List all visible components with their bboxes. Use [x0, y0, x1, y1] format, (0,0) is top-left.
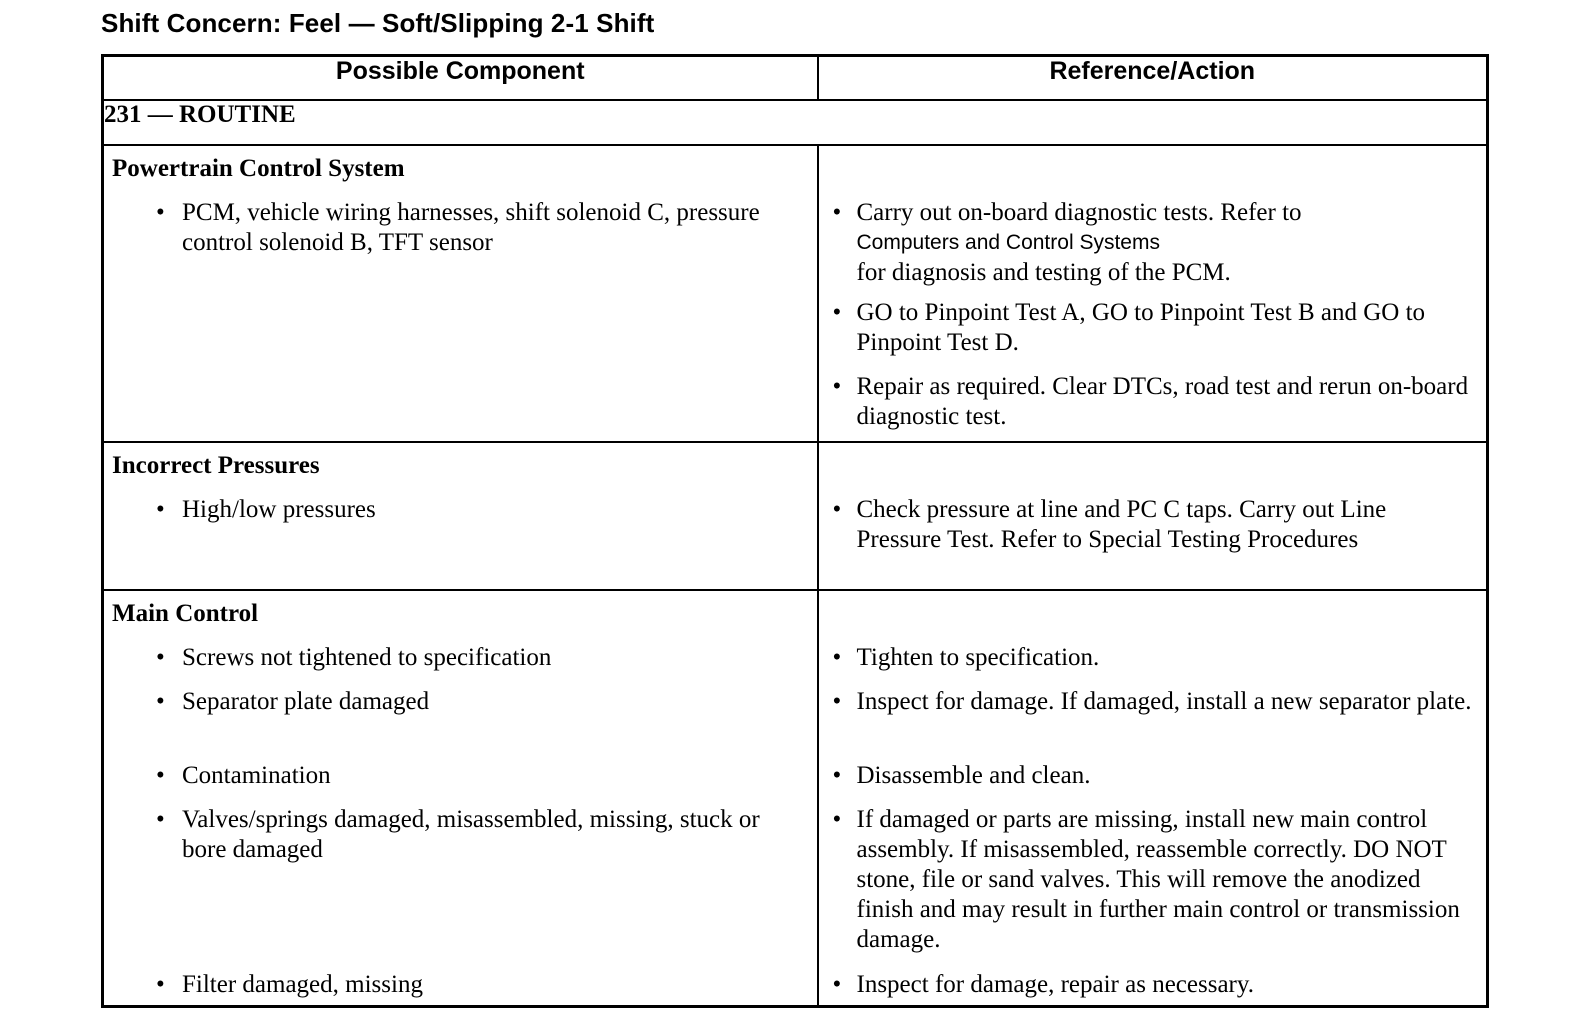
cross-reference: Computers and Control Systems	[856, 231, 1160, 254]
bullet: •	[156, 199, 165, 226]
list-item: • If damaged or parts are missing, install new main control assembly. If misassembled, reassemble correctly. DO NOT stone, file or sand valves. This will remove the anodized finish and may result in further main control or transmission damage.	[832, 806, 1460, 953]
bullet: •	[832, 199, 842, 226]
column-header-component: Possible Component	[103, 56, 818, 101]
bullet: •	[156, 688, 165, 715]
component-list	[104, 198, 817, 258]
list-item: • Screws not tightened to specification	[156, 644, 552, 671]
list-item: • Filter damaged, missing	[156, 971, 423, 998]
action-list	[819, 643, 1487, 1000]
component-list	[104, 495, 817, 525]
component-cell	[103, 145, 818, 442]
table-row	[103, 145, 1488, 442]
bullet: •	[832, 688, 842, 715]
list-item: • Contamination	[156, 762, 331, 789]
column-header-action: Reference/Action	[818, 56, 1488, 101]
bullet: •	[832, 496, 842, 523]
bullet: •	[156, 806, 165, 833]
bullet: •	[832, 806, 842, 833]
list-item: • Carry out on-board diagnostic tests. Refer to Computers and Control Systems for diagnosis and testing of the PCM.	[819, 198, 1487, 288]
bullet: •	[832, 762, 842, 789]
header-row	[103, 56, 1488, 101]
section-row	[103, 100, 1488, 145]
bullet: •	[156, 762, 165, 789]
list-item: • High/low pressures	[156, 496, 376, 523]
group-title: Main Control	[112, 600, 259, 627]
list-item: • Valves/springs damaged, misassembled, missing, stuck or bore damaged	[156, 806, 760, 863]
bullet: •	[156, 644, 165, 671]
list-item: • Tighten to specification.	[832, 644, 1100, 671]
diagnosis-table	[101, 54, 1489, 1008]
page-title: Shift Concern: Feel — Soft/Slipping 2-1 Shift	[101, 8, 655, 38]
action-list	[819, 198, 1487, 432]
bullet: •	[832, 299, 842, 326]
list-item: • Disassemble and clean.	[832, 762, 1091, 789]
list-item: • Check pressure at line and PC C taps. Carry out Line Pressure Test. Refer to Special Testing Procedures	[832, 496, 1387, 553]
component-cell	[103, 590, 818, 1006]
action-list	[819, 495, 1487, 555]
component-list	[104, 643, 817, 1000]
bullet: •	[156, 971, 165, 998]
action-cell	[818, 145, 1488, 442]
group-title: Incorrect Pressures	[112, 452, 320, 479]
bullet: •	[832, 373, 842, 400]
list-item: • Inspect for damage, repair as necessary.	[832, 971, 1254, 998]
table-row	[103, 442, 1488, 590]
group-title: Powertrain Control System	[112, 155, 405, 182]
list-item: • Separator plate damaged	[156, 688, 430, 715]
list-item: • GO to Pinpoint Test A, GO to Pinpoint Test B and GO to Pinpoint Test D.	[832, 299, 1426, 356]
component-cell	[103, 442, 818, 590]
action-cell	[818, 442, 1488, 590]
list-item: • Inspect for damage. If damaged, install a new separator plate.	[832, 688, 1472, 715]
bullet: •	[832, 644, 842, 671]
table-row	[103, 590, 1488, 1006]
bullet: •	[832, 971, 842, 998]
list-item: • Repair as required. Clear DTCs, road test and rerun on-board diagnostic test.	[832, 373, 1469, 430]
section-label: 231 — ROUTINE	[103, 100, 1488, 145]
list-item: • PCM, vehicle wiring harnesses, shift solenoid C, pressure control solenoid B, TFT sensor	[156, 199, 760, 256]
bullet: •	[156, 496, 165, 523]
action-cell	[818, 590, 1488, 1006]
